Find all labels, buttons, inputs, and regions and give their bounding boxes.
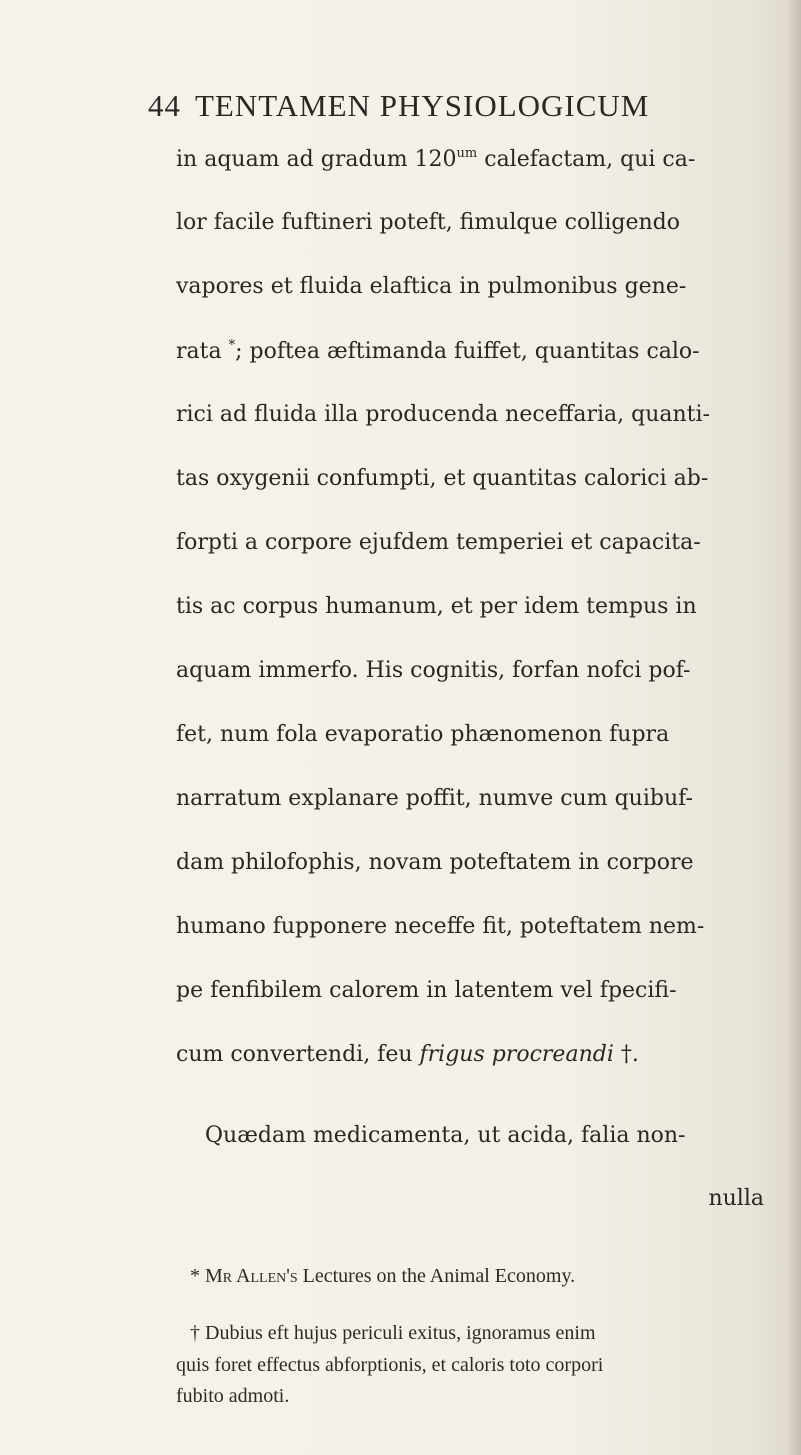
text-line-12: dam philofophis, novam poteftatem in corpore <box>176 850 694 875</box>
text-line-13: humano fupponere neceffe fit, poteftatem nem- <box>176 914 705 939</box>
text-line-2: lor facile fuftineri poteft, fimulque colligendo <box>176 210 680 235</box>
text-line-3: vapores et fluida elaftica in pulmonibus gene- <box>176 274 687 299</box>
text-line-1: in aquam ad gradum $120^{um}$ calefactam, qui ca- <box>176 146 696 172</box>
running-header <box>148 88 649 124</box>
text-line-5: rici ad fluida illa producenda neceffaria, quanti- <box>176 402 710 427</box>
text-line-7: forpti a corpore ejufdem temperiei et capacita- <box>176 530 701 555</box>
text-line-15: cum convertendi, feu frigus procreandi †. <box>176 1042 639 1067</box>
paragraph-2-line: Quædam medicamenta, ut acida, falia non- <box>205 1123 686 1148</box>
footnote-2-line-2: quis foret effectus abforptionis, et caloris toto corpori <box>176 1354 604 1376</box>
footnote-1: * Mr Allen's Lectures on the Animal Economy. <box>190 1265 576 1287</box>
text-line-14: pe fenfibilem calorem in latentem vel fpecifi- <box>176 978 677 1003</box>
text-line-11: narratum explanare poffit, numve cum quibuf- <box>176 786 693 811</box>
catchword: nulla <box>708 1186 764 1211</box>
text-line-6: tas oxygenii confumpti, et quantitas calorici ab- <box>176 466 709 491</box>
footnote-2-line-1: † Dubius eft hujus periculi exitus, ignoramus enim <box>190 1322 596 1344</box>
page-number: 44 <box>148 88 181 123</box>
text-line-10: fet, num fola evaporatio phænomenon fupra <box>176 722 670 747</box>
page-edge-shadow <box>787 0 801 1455</box>
text-line-4: rata *; poftea æftimanda fuiffet, quantitas calo- <box>176 338 700 364</box>
running-title: TENTAMEN PHYSIOLOGICUM <box>195 88 650 123</box>
text-line-9: aquam immerfo. His cognitis, forfan nofci pof- <box>176 658 691 683</box>
footnote-2-line-3: fubito admoti. <box>176 1385 290 1407</box>
text-line-8: tis ac corpus humanum, et per idem tempus in <box>176 594 697 619</box>
